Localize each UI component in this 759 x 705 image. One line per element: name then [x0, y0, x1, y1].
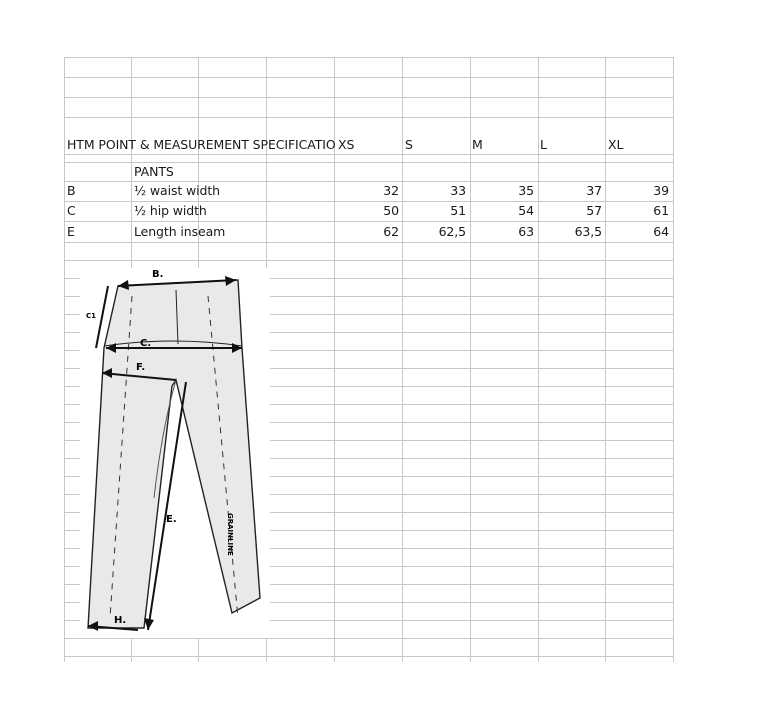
cell-xs[interactable]: 62 — [383, 224, 399, 239]
cell-s[interactable]: 33 — [450, 183, 466, 198]
cell-m[interactable]: 54 — [518, 203, 534, 218]
section-label[interactable]: PANTS — [134, 164, 174, 179]
label-c1: C1 — [86, 312, 97, 320]
label-c: C. — [140, 338, 152, 349]
row-code[interactable]: C — [67, 203, 76, 218]
cell-l[interactable]: 37 — [586, 183, 602, 198]
row-code[interactable]: B — [67, 183, 76, 198]
size-header-xs[interactable]: XS — [338, 137, 355, 152]
cell-xl[interactable]: 64 — [653, 224, 669, 239]
pants-technical-drawing — [80, 268, 270, 638]
row-label[interactable]: ½ waist width — [134, 183, 220, 198]
label-h: H. — [114, 615, 127, 626]
size-header-xl[interactable]: XL — [608, 137, 624, 152]
sheet-title[interactable]: HTM POINT & MEASUREMENT SPECIFICATIO — [67, 137, 336, 152]
size-header-l[interactable]: L — [540, 137, 547, 152]
label-f: F. — [136, 362, 146, 373]
size-header-s[interactable]: S — [405, 137, 413, 152]
row-code[interactable]: E — [67, 224, 75, 239]
cell-s[interactable]: 51 — [450, 203, 466, 218]
cell-xs[interactable]: 32 — [383, 183, 399, 198]
cell-m[interactable]: 35 — [518, 183, 534, 198]
cell-m[interactable]: 63 — [518, 224, 534, 239]
cell-s[interactable]: 62,5 — [438, 224, 466, 239]
cell-xl[interactable]: 61 — [653, 203, 669, 218]
row-label[interactable]: Length inseam — [134, 224, 226, 239]
row-label[interactable]: ½ hip width — [134, 203, 207, 218]
cell-l[interactable]: 63,5 — [574, 224, 602, 239]
label-grainline: GRAINLINE — [226, 513, 234, 556]
size-header-m[interactable]: M — [472, 137, 483, 152]
cell-l[interactable]: 57 — [586, 203, 602, 218]
label-b: B. — [152, 269, 164, 280]
cell-xs[interactable]: 50 — [383, 203, 399, 218]
label-e: E. — [166, 514, 177, 525]
cell-xl[interactable]: 39 — [653, 183, 669, 198]
